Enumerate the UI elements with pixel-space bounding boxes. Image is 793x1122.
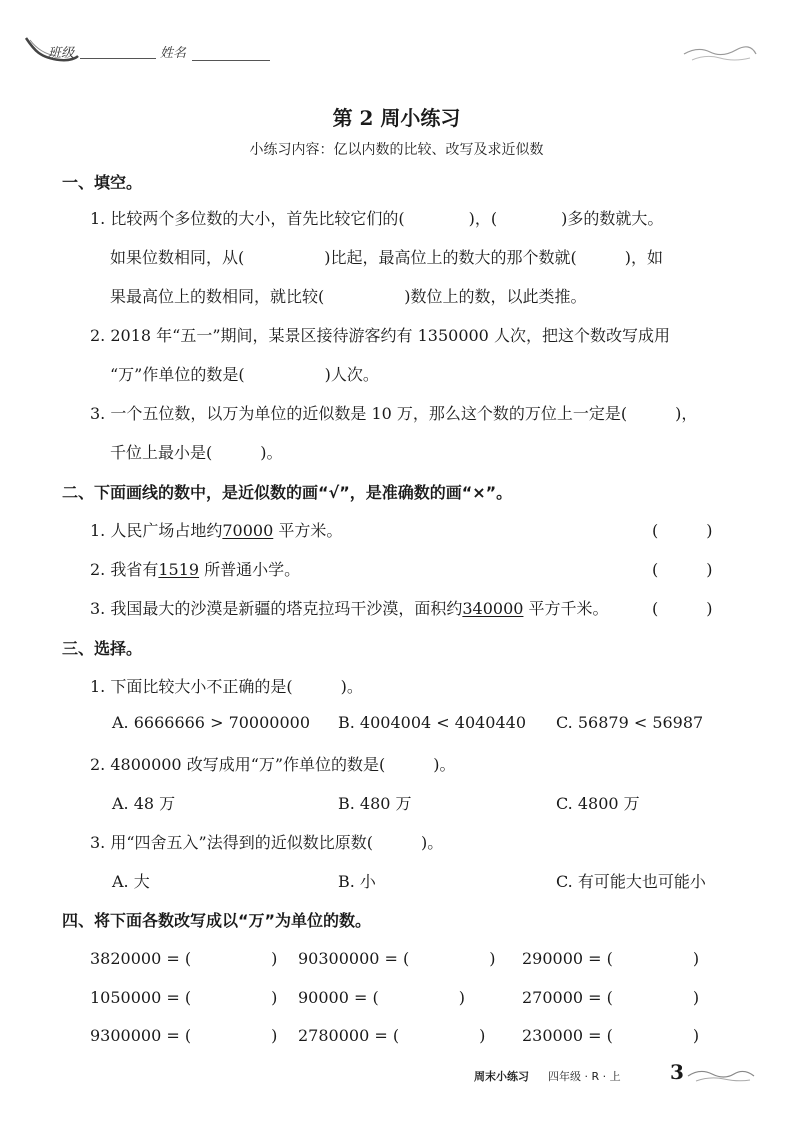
conversion-item[interactable]: 9300000 = ( ) [90,1026,278,1045]
s1-q1-line3: 果最高位上的数相同，就比较( )数位上的数，以此类推。 [110,287,587,306]
option-b[interactable]: B. 小 [338,872,376,891]
conversion-item[interactable]: 3820000 = ( ) [90,949,278,968]
s1-q2-line2: “万”作单位的数是( )人次。 [110,365,379,384]
name-label: 姓名 [160,46,187,61]
section4-heading: 四、将下面各数改写成以“万”为单位的数。 [62,911,372,930]
footer-book-title: 周末小练习 [474,1070,529,1083]
s1-q3-line1: 3. 一个五位数，以万为单位的近似数是 10 万，那么这个数的万位上一定是( )， [90,404,698,423]
s2-item-text: 2. 我省有 [90,560,159,579]
underlined-number: 70000 [222,521,274,540]
class-label: 班级 [48,46,75,61]
answer-paren[interactable]: ( ) [652,599,713,618]
conversion-item[interactable]: 90000 = ( ) [298,988,465,1007]
s2-item-3 [90,596,609,619]
s1-q3-line2: 千位上最小是( )。 [110,443,283,462]
s2-item-text: 3. 我国最大的沙漠是新疆的塔克拉玛干沙漠，面积约 [90,599,463,618]
page-title: 第 2 周小练习 [332,106,461,130]
section3-heading: 三、选择。 [62,639,143,658]
page-subtitle: 小练习内容：亿以内数的比较、改写及求近似数 [249,142,544,158]
underlined-number: 340000 [462,599,524,618]
conversion-item[interactable]: 230000 = ( ) [522,1026,700,1045]
s1-q1-line1: 1. 比较两个多位数的大小，首先比较它们的( )，( )多的数就大。 [90,209,664,228]
s2-item-text: 平方米。 [273,521,343,540]
s3-q2-stem: 2. 4800000 改写成用“万”作单位的数是( )。 [90,755,456,774]
cloud-icon [680,38,760,68]
section1-heading: 一、填空。 [62,173,143,192]
class-field[interactable] [80,58,156,59]
s1-q1-line2: 如果位数相同，从( )比起，最高位上的数大的那个数就( )，如 [110,248,663,267]
section2-heading: 二、下面画线的数中，是近似数的画“√”，是准确数的画“×”。 [62,483,513,502]
option-a[interactable]: A. 大 [112,872,150,891]
conversion-item[interactable]: 1050000 = ( ) [90,988,278,1007]
answer-paren[interactable]: ( ) [652,560,713,579]
s2-item-text: 1. 人民广场占地约 [90,521,223,540]
s3-q1-stem: 1. 下面比较大小不正确的是( )。 [90,677,363,696]
option-a[interactable]: A. 48 万 [112,794,176,813]
s2-item-text: 所普通小学。 [199,560,301,579]
name-field[interactable] [192,60,270,61]
s1-q2-line1: 2. 2018 年“五一”期间，某景区接待游客约有 1350000 人次，把这个数改写成用 [90,326,670,345]
s2-item-2 [90,557,300,580]
wave-decoration-icon [686,1064,756,1086]
conversion-item[interactable]: 290000 = ( ) [522,949,700,968]
s3-q3-stem: 3. 用“四舍五入”法得到的近似数比原数( )。 [90,833,444,852]
option-b[interactable]: B. 480 万 [338,794,412,813]
underlined-number: 1519 [158,560,200,579]
s2-item-text: 平方千米。 [523,599,609,618]
answer-paren[interactable]: ( ) [652,521,713,540]
option-c[interactable]: C. 4800 万 [556,794,640,813]
conversion-item[interactable]: 2780000 = ( ) [298,1026,486,1045]
conversion-item[interactable]: 270000 = ( ) [522,988,700,1007]
option-c[interactable]: C. 有可能大也可能小 [556,872,706,891]
option-c[interactable]: C. 56879 < 56987 [556,713,704,732]
s2-item-1 [90,518,342,541]
page-number: 3 [670,1060,684,1084]
option-b[interactable]: B. 4004004 < 4040440 [338,713,527,732]
option-a[interactable]: A. 6666666 > 70000000 [112,713,310,732]
conversion-item[interactable]: 90300000 = ( ) [298,949,496,968]
footer-grade: 四年级 · R · 上 [548,1070,621,1083]
